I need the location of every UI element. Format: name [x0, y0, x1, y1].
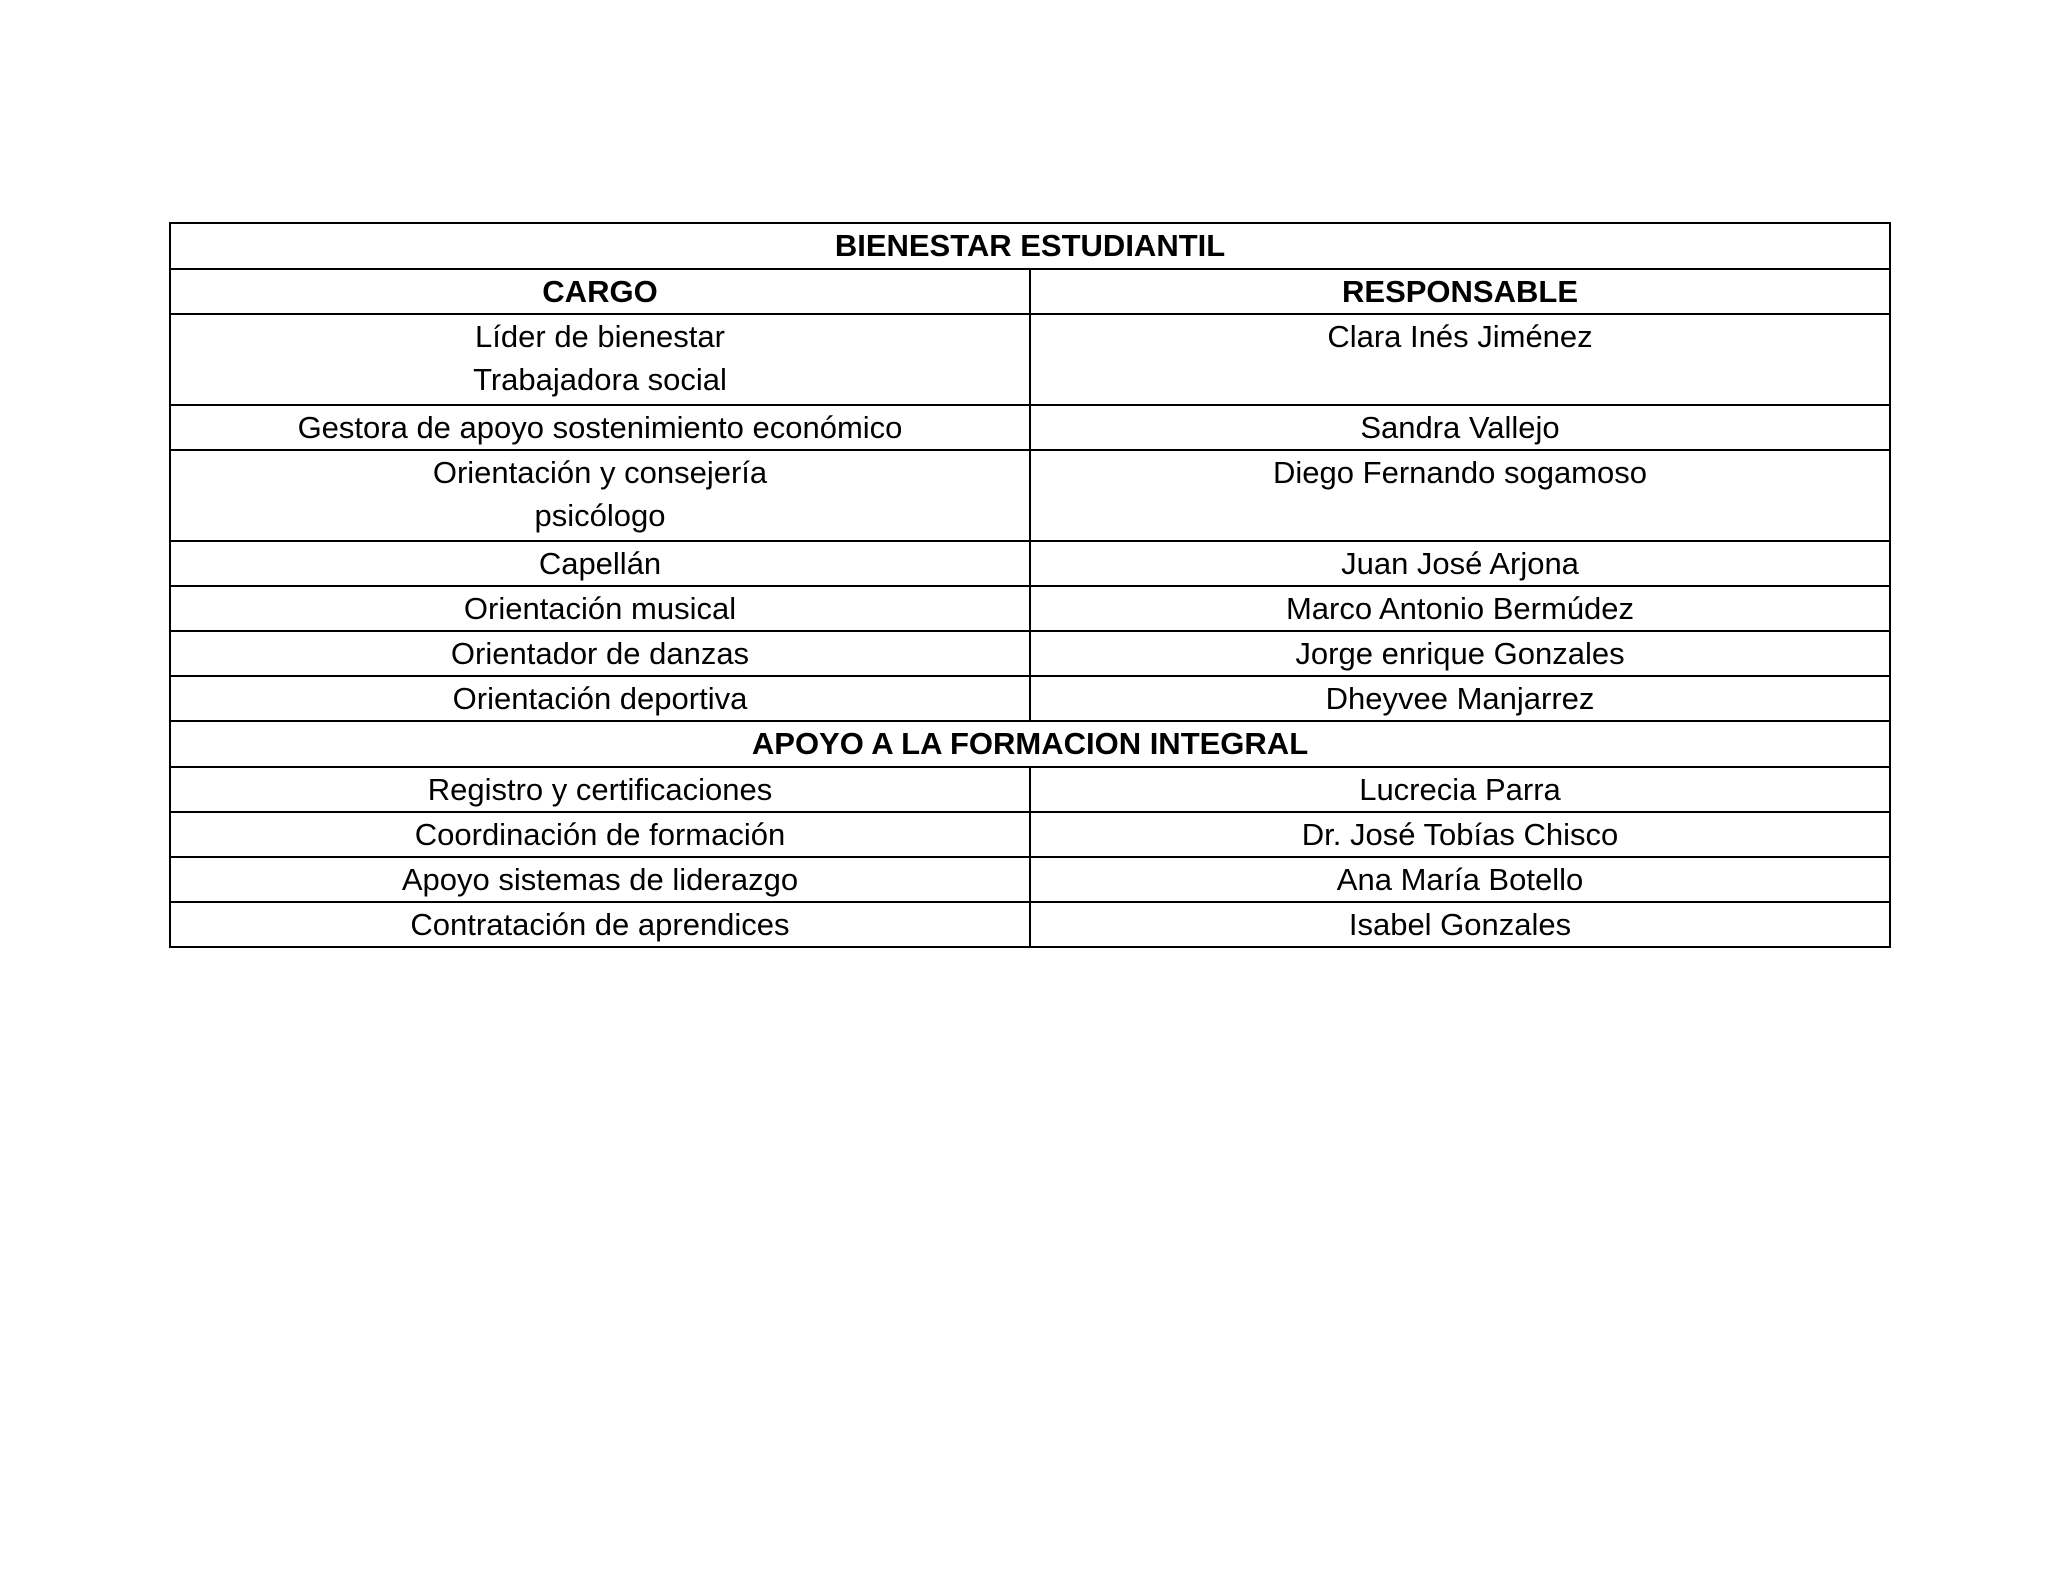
- table-row: [170, 902, 1890, 947]
- responsable-cell: Jorge enrique Gonzales: [1030, 631, 1890, 676]
- table-row: [170, 586, 1890, 631]
- table-row: [170, 676, 1890, 721]
- table-row: [170, 631, 1890, 676]
- column-header-row: [170, 269, 1890, 314]
- responsable-cell: Sandra Vallejo: [1030, 405, 1890, 450]
- staff-table: [169, 222, 1891, 948]
- cargo-cell: Gestora de apoyo sostenimiento económico: [170, 405, 1030, 450]
- responsable-cell: Marco Antonio Bermúdez: [1030, 586, 1890, 631]
- cargo-line: Líder de bienestar: [475, 319, 725, 354]
- cargo-cell: Orientación deportiva: [170, 676, 1030, 721]
- section-header-row: [170, 721, 1890, 767]
- responsable-cell: Dheyvee Manjarrez: [1030, 676, 1890, 721]
- responsable-cell: Juan José Arjona: [1030, 541, 1890, 586]
- column-header-cargo: CARGO: [170, 269, 1030, 314]
- cargo-line: psicólogo: [534, 498, 666, 533]
- table-row: [170, 812, 1890, 857]
- responsable-cell: Clara Inés Jiménez: [1030, 314, 1890, 405]
- cargo-cell: Coordinación de formación: [170, 812, 1030, 857]
- cargo-cell: Contratación de aprendices: [170, 902, 1030, 947]
- responsable-cell: Ana María Botello: [1030, 857, 1890, 902]
- column-header-responsable: RESPONSABLE: [1030, 269, 1890, 314]
- cargo-cell: [170, 314, 1030, 405]
- section-header-row: [170, 223, 1890, 269]
- cargo-cell: [170, 450, 1030, 541]
- table-row: [170, 767, 1890, 812]
- cargo-cell: Orientador de danzas: [170, 631, 1030, 676]
- cargo-cell: Registro y certificaciones: [170, 767, 1030, 812]
- cargo-cell: Orientación musical: [170, 586, 1030, 631]
- cargo-line: Orientación y consejería: [432, 455, 768, 490]
- table-row: [170, 405, 1890, 450]
- table-row: [170, 857, 1890, 902]
- cargo-cell: Apoyo sistemas de liderazgo: [170, 857, 1030, 902]
- responsable-cell: Dr. José Tobías Chisco: [1030, 812, 1890, 857]
- section-title-apoyo: APOYO A LA FORMACION INTEGRAL: [170, 721, 1890, 767]
- table-row: [170, 314, 1890, 405]
- responsable-cell: Lucrecia Parra: [1030, 767, 1890, 812]
- table-row: [170, 450, 1890, 541]
- responsable-cell: Diego Fernando sogamoso: [1030, 450, 1890, 541]
- table-row: [170, 541, 1890, 586]
- cargo-cell: Capellán: [170, 541, 1030, 586]
- cargo-line: Trabajadora social: [473, 362, 727, 397]
- responsable-cell: Isabel Gonzales: [1030, 902, 1890, 947]
- section-title-bienestar: BIENESTAR ESTUDIANTIL: [170, 223, 1890, 269]
